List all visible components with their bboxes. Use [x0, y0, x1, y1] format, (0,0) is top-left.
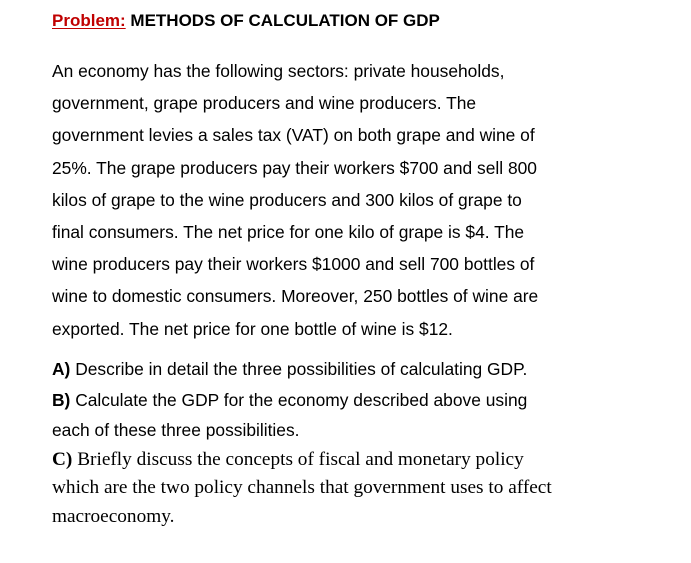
paragraph-line: An economy has the following sectors: private households, — [52, 61, 505, 81]
paragraph-line: 25%. The grape producers pay their workers $700 and sell 800 — [52, 157, 537, 178]
question-c — [52, 446, 672, 475]
paragraph-line: final consumers. The net price for one kilo of grape is $4. The — [52, 221, 525, 242]
question-c-continued: macroeconomy. — [52, 505, 175, 527]
question-b-text: Calculate the GDP for the economy described above using — [75, 389, 528, 410]
problem-title: METHODS OF CALCULATION OF GDP — [130, 11, 440, 30]
paragraph-line: kilos of grape to the wine producers and 300 kilos of grape to — [52, 189, 522, 210]
question-b — [52, 385, 672, 416]
question-c-continued: which are the two policy channels that government uses to affect — [52, 477, 552, 498]
paragraph-line: government, grape producers and wine producers. The — [52, 93, 477, 114]
paragraph-line: exported. The net price for one bottle of wine is $12. — [52, 318, 453, 339]
problem-heading — [52, 9, 440, 33]
problem-label: Problem: — [52, 11, 126, 30]
questions-list — [52, 354, 672, 531]
question-a — [52, 354, 672, 385]
paragraph-line: wine producers pay their workers $1000 and sell 700 bottles of — [52, 254, 535, 275]
paragraph-line: government levies a sales tax (VAT) on both grape and wine of — [52, 125, 535, 146]
question-c-label: C) — [52, 448, 73, 470]
problem-paragraph — [52, 55, 652, 345]
question-b-continued: each of these three possibilities. — [52, 420, 300, 440]
question-c-text: Briefly discuss the concepts of fiscal and monetary policy — [77, 448, 524, 470]
question-b-label: B) — [52, 389, 71, 410]
paragraph-line: wine to domestic consumers. Moreover, 250 bottles of wine are — [52, 286, 539, 307]
question-a-label: A) — [52, 359, 71, 379]
question-a-text: Describe in detail the three possibilities of calculating GDP. — [75, 359, 528, 379]
